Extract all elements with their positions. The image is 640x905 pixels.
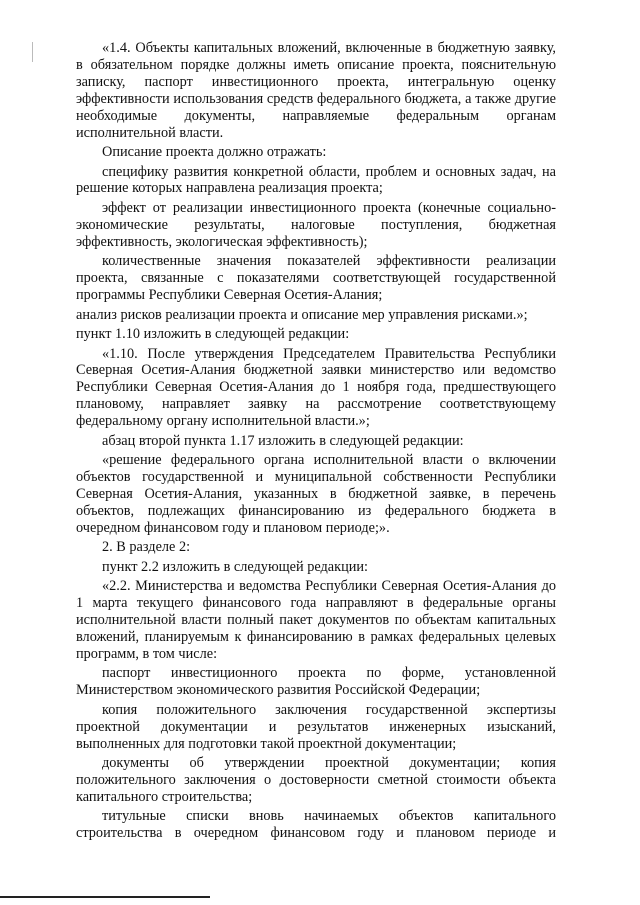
margin-mark bbox=[32, 42, 33, 62]
paragraph-2-2: «2.2. Министерства и ведомства Республики Северная Осетия-Алания до 1 марта текущего финансового года направляют в федеральные органы исполнительной власти полный пакет документов по объектам капитальных вложений, планируемым к финансированию в рамках федеральных целевых программ, в том числе: bbox=[76, 578, 556, 662]
paragraph-2-2-intro: пункт 2.2 изложить в следующей редакции: bbox=[102, 558, 369, 575]
paragraph-description-intro: Описание проекта должно отражать: bbox=[102, 144, 327, 161]
paragraph-section-2: 2. В разделе 2: bbox=[102, 539, 191, 556]
paragraph-specifics: специфику развития конкретной области, проблем и основных задач, на решение которых направлена реализация проекта; bbox=[76, 163, 556, 197]
footer-rule bbox=[0, 896, 210, 898]
paragraph-approval-docs: документы об утверждении проектной документации; копия положительного заключения о достоверности сметной стоимости объекта капитального строительства; bbox=[76, 755, 556, 805]
paragraph-risk-analysis: анализ рисков реализации проекта и описание мер управления рисками.»; bbox=[76, 306, 528, 323]
paragraph-effect: эффект от реализации инвестиционного проекта (конечные социально-экономические результаты, налоговые поступления, бюджетная эффективность, экологическая эффективность); bbox=[76, 199, 556, 250]
paragraph-1-17: «решение федерального органа исполнительной власти о включении объектов государственной и муниципальной собственности Республики Северная Осетия-Алания, указанных в бюджетной заявке, в перечень объектов, подлежащих финансированию из федерального бюджета в очередном финансовом году и плановом периоде;». bbox=[76, 452, 556, 536]
paragraph-expertise: копия положительного заключения государственной экспертизы проектной документации и результатов инженерных изысканий, выполненных для подготовки такой проектной документации; bbox=[76, 701, 556, 752]
paragraph-1-4: «1.4. Объекты капитальных вложений, включенные в бюджетную заявку, в обязательном порядке должны иметь описание проекта, пояснительную записку, паспорт инвестиционного проекта, интегральную оценку эффективности использования средств федерального бюджета, а также другие необходимые документы, направляемые федеральным органам исполнительной власти. bbox=[76, 40, 556, 141]
paragraph-1-17-intro: абзац второй пункта 1.17 изложить в следующей редакции: bbox=[102, 432, 464, 449]
paragraph-1-10-intro: пункт 1.10 изложить в следующей редакции: bbox=[76, 326, 350, 343]
paragraph-passport: паспорт инвестиционного проекта по форме, установленной Министерством экономического развития Российской Федерации; bbox=[76, 665, 556, 699]
paragraph-indicators: количественные значения показателей эффективности реализации проекта, связанные с показателями соответствующей государственной программы Республики Северная Осетия-Алания; bbox=[76, 253, 556, 304]
document-body bbox=[76, 40, 556, 845]
paragraph-1-10: «1.10. После утверждения Председателем Правительства Республики Северная Осетия-Алания бюджетной заявки министерство или ведомство Республики Северная Осетия-Алания до 1 ноября года, предшествующего плановому, направляет заявку на рассмотрение соответствующему федеральному органу исполнительной власти.»; bbox=[76, 345, 556, 430]
paragraph-title-lists: титульные списки вновь начинаемых объектов капитального строительства в очередном финансовом году и плановом периоде и bbox=[76, 808, 556, 842]
